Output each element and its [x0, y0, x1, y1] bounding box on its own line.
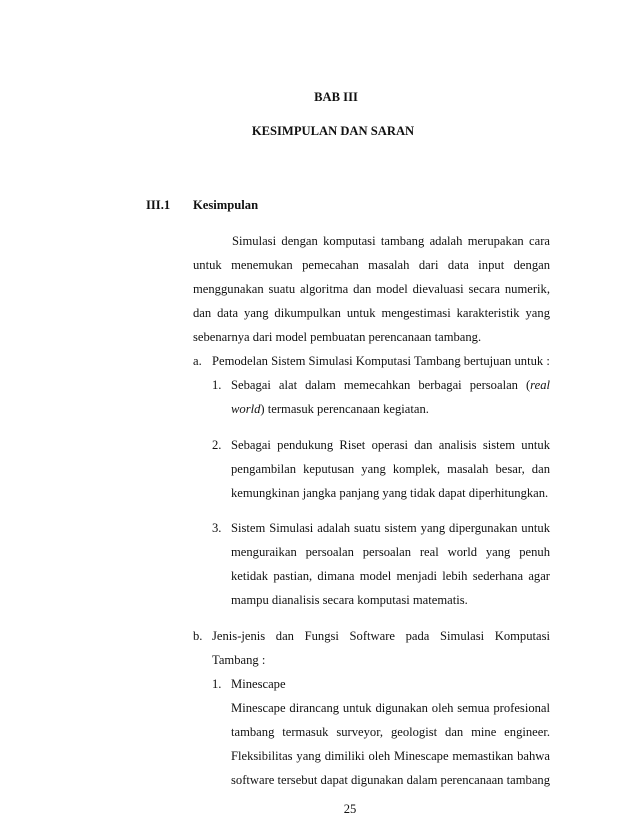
point-a-item-2-line-2: pengambilan keputusan yang komplek, masalah besar, dan [231, 462, 550, 476]
point-a-item-1-line-1: Sebagai alat dalam memecahkan berbagai persoalan (real [231, 378, 550, 392]
point-a-item-3-number: 3. [212, 521, 222, 535]
point-b-item-1-line-4: software tersebut dapat digunakan dalam perencanaan tambang [231, 773, 550, 787]
point-b-item-1-line-3: Fleksibilitas yang dimiliki oleh Minescape memastikan bahwa [231, 749, 550, 763]
point-a-item-3-line-1: Sistem Simulasi adalah suatu sistem yang dipergunakan untuk [231, 521, 550, 535]
point-b-item-1-title: Minescape [231, 677, 286, 691]
point-a-item-2-line-1: Sebagai pendukung Riset operasi dan analisis sistem untuk [231, 438, 550, 452]
intro-line-4: dan data yang dikumpulkan untuk mengestimasi karakteristik yang [193, 306, 550, 320]
point-b-item-1-line-2: tambang termasuk surveyor, geologist dan mine engineer. [231, 725, 550, 739]
point-a-item-2-line-3: kemungkinan jangka panjang yang tidak dapat diperhitungkan. [231, 486, 549, 500]
point-b-marker: b. [193, 629, 203, 643]
point-a-item-1-line-2: world) termasuk perencanaan kegiatan. [231, 402, 429, 416]
point-a-item-1-number: 1. [212, 378, 222, 392]
intro-line-5: sebenarnya dari model pembuatan perencanaan tambang. [193, 330, 482, 344]
chapter-title: BAB III [314, 90, 358, 104]
intro-line-2: untuk menemukan pemecahan masalah dari data input dengan [193, 258, 550, 272]
point-a-text: Pemodelan Sistem Simulasi Komputasi Tambang bertujuan untuk : [212, 354, 550, 368]
intro-line-3: menggunakan suatu algoritma dan model dievaluasi secara numerik, [193, 282, 550, 296]
point-a-item-3-line-3: ketidak pastian, dimana model menjadi lebih sederhana agar [231, 569, 550, 583]
point-b-item-1-number: 1. [212, 677, 222, 691]
page-number: 25 [343, 802, 357, 816]
chapter-subtitle: KESIMPULAN DAN SARAN [251, 124, 415, 138]
point-a-marker: a. [193, 354, 202, 368]
point-a-item-3-line-4: mampu dianalisis secara komputasi matematis. [231, 593, 468, 607]
point-b-line-2: Tambang : [212, 653, 266, 667]
point-a-item-2-number: 2. [212, 438, 222, 452]
point-b-line-1: Jenis-jenis dan Fungsi Software pada Simulasi Komputasi [212, 629, 550, 643]
section-title: Kesimpulan [193, 198, 259, 212]
section-number: III.1 [146, 198, 171, 212]
intro-line-1: Simulasi dengan komputasi tambang adalah merupakan cara [232, 234, 550, 248]
point-b-item-1-line-1: Minescape dirancang untuk digunakan oleh semua profesional [231, 701, 550, 715]
point-a-item-3-line-2: menguraikan persoalan persoalan real world yang penuh [231, 545, 550, 559]
